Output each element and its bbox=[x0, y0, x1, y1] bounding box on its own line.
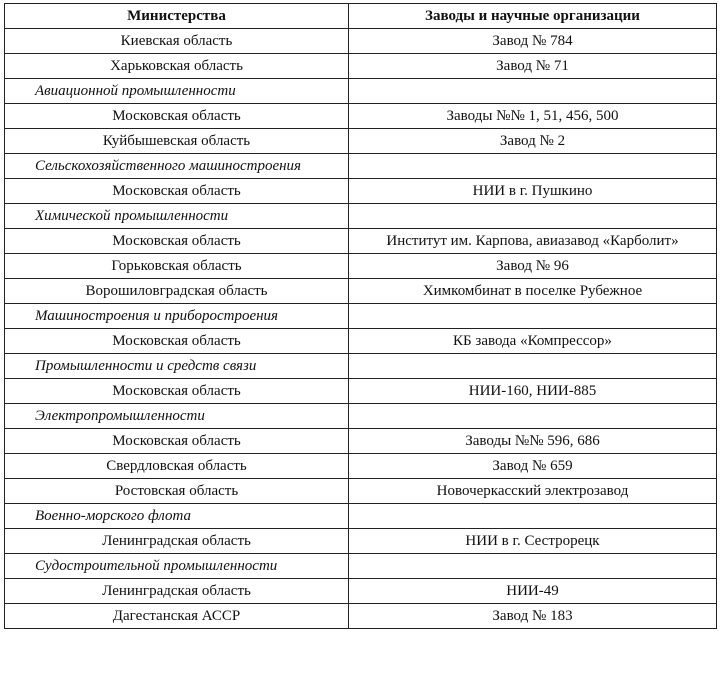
organization-cell: Институт им. Карпова, авиазавод «Карболит» bbox=[349, 229, 717, 254]
region-cell: Горьковская область bbox=[5, 254, 349, 279]
organization-cell: Заводы №№ 596, 686 bbox=[349, 429, 717, 454]
table-row bbox=[5, 379, 717, 404]
organization-cell bbox=[349, 404, 717, 429]
table-row bbox=[5, 254, 717, 279]
ministry-name-cell: Военно-морского флота bbox=[5, 504, 349, 529]
table-row bbox=[5, 54, 717, 79]
table-row bbox=[5, 29, 717, 54]
region-cell: Свердловская область bbox=[5, 454, 349, 479]
ministry-name-cell: Электропромышленности bbox=[5, 404, 349, 429]
organization-cell bbox=[349, 204, 717, 229]
region-cell: Московская область bbox=[5, 429, 349, 454]
region-cell: Ростовская область bbox=[5, 479, 349, 504]
ministry-name-cell: Авиационной промышленности bbox=[5, 79, 349, 104]
region-cell: Харьковская область bbox=[5, 54, 349, 79]
table-row bbox=[5, 604, 717, 629]
table-row bbox=[5, 479, 717, 504]
header-ministries: Министерства bbox=[5, 4, 349, 29]
organization-cell: Завод № 784 bbox=[349, 29, 717, 54]
organization-cell bbox=[349, 554, 717, 579]
table-body bbox=[5, 29, 717, 629]
region-cell: Московская область bbox=[5, 179, 349, 204]
organization-cell: Заводы №№ 1, 51, 456, 500 bbox=[349, 104, 717, 129]
organization-cell: НИИ-49 bbox=[349, 579, 717, 604]
organization-cell: Завод № 96 bbox=[349, 254, 717, 279]
region-cell: Куйбышевская область bbox=[5, 129, 349, 154]
organization-cell: НИИ-160, НИИ-885 bbox=[349, 379, 717, 404]
ministry-row bbox=[5, 404, 717, 429]
organization-cell bbox=[349, 504, 717, 529]
ministry-name-cell: Судостроительной промышленности bbox=[5, 554, 349, 579]
organization-cell bbox=[349, 354, 717, 379]
table-row bbox=[5, 529, 717, 554]
header-factories: Заводы и научные организации bbox=[349, 4, 717, 29]
organization-cell: Новочеркасский электрозавод bbox=[349, 479, 717, 504]
table-row bbox=[5, 229, 717, 254]
organization-cell: КБ завода «Компрессор» bbox=[349, 329, 717, 354]
ministry-row bbox=[5, 79, 717, 104]
organization-cell: НИИ в г. Пушкино bbox=[349, 179, 717, 204]
region-cell: Московская область bbox=[5, 379, 349, 404]
ministry-row bbox=[5, 354, 717, 379]
table-container bbox=[4, 3, 716, 629]
organization-cell bbox=[349, 304, 717, 329]
ministry-row bbox=[5, 304, 717, 329]
ministry-name-cell: Химической промышленности bbox=[5, 204, 349, 229]
region-cell: Московская область bbox=[5, 104, 349, 129]
table-row bbox=[5, 179, 717, 204]
organization-cell: Завод № 2 bbox=[349, 129, 717, 154]
organization-cell: Завод № 71 bbox=[349, 54, 717, 79]
organization-cell: Завод № 183 bbox=[349, 604, 717, 629]
table-row bbox=[5, 129, 717, 154]
organization-cell bbox=[349, 79, 717, 104]
organization-cell bbox=[349, 154, 717, 179]
ministry-name-cell: Промышленности и средств связи bbox=[5, 354, 349, 379]
region-cell: Дагестанская АССР bbox=[5, 604, 349, 629]
ministry-name-cell: Машиностроения и приборостроения bbox=[5, 304, 349, 329]
ministry-row bbox=[5, 554, 717, 579]
table-row bbox=[5, 579, 717, 604]
table-row bbox=[5, 454, 717, 479]
table-row bbox=[5, 429, 717, 454]
region-cell: Киевская область bbox=[5, 29, 349, 54]
organization-cell: Завод № 659 bbox=[349, 454, 717, 479]
region-cell: Ворошиловградская область bbox=[5, 279, 349, 304]
table-header-row bbox=[5, 4, 717, 29]
organization-cell: НИИ в г. Сестрорецк bbox=[349, 529, 717, 554]
ministry-row bbox=[5, 504, 717, 529]
region-cell: Ленинградская область bbox=[5, 529, 349, 554]
region-cell: Московская область bbox=[5, 329, 349, 354]
ministry-row bbox=[5, 204, 717, 229]
table-row bbox=[5, 104, 717, 129]
ministry-name-cell: Сельскохозяйственного машиностроения bbox=[5, 154, 349, 179]
table-row bbox=[5, 329, 717, 354]
organization-cell: Химкомбинат в поселке Рубежное bbox=[349, 279, 717, 304]
ministry-row bbox=[5, 154, 717, 179]
region-cell: Ленинградская область bbox=[5, 579, 349, 604]
region-cell: Московская область bbox=[5, 229, 349, 254]
ministries-table bbox=[4, 3, 717, 629]
table-row bbox=[5, 279, 717, 304]
